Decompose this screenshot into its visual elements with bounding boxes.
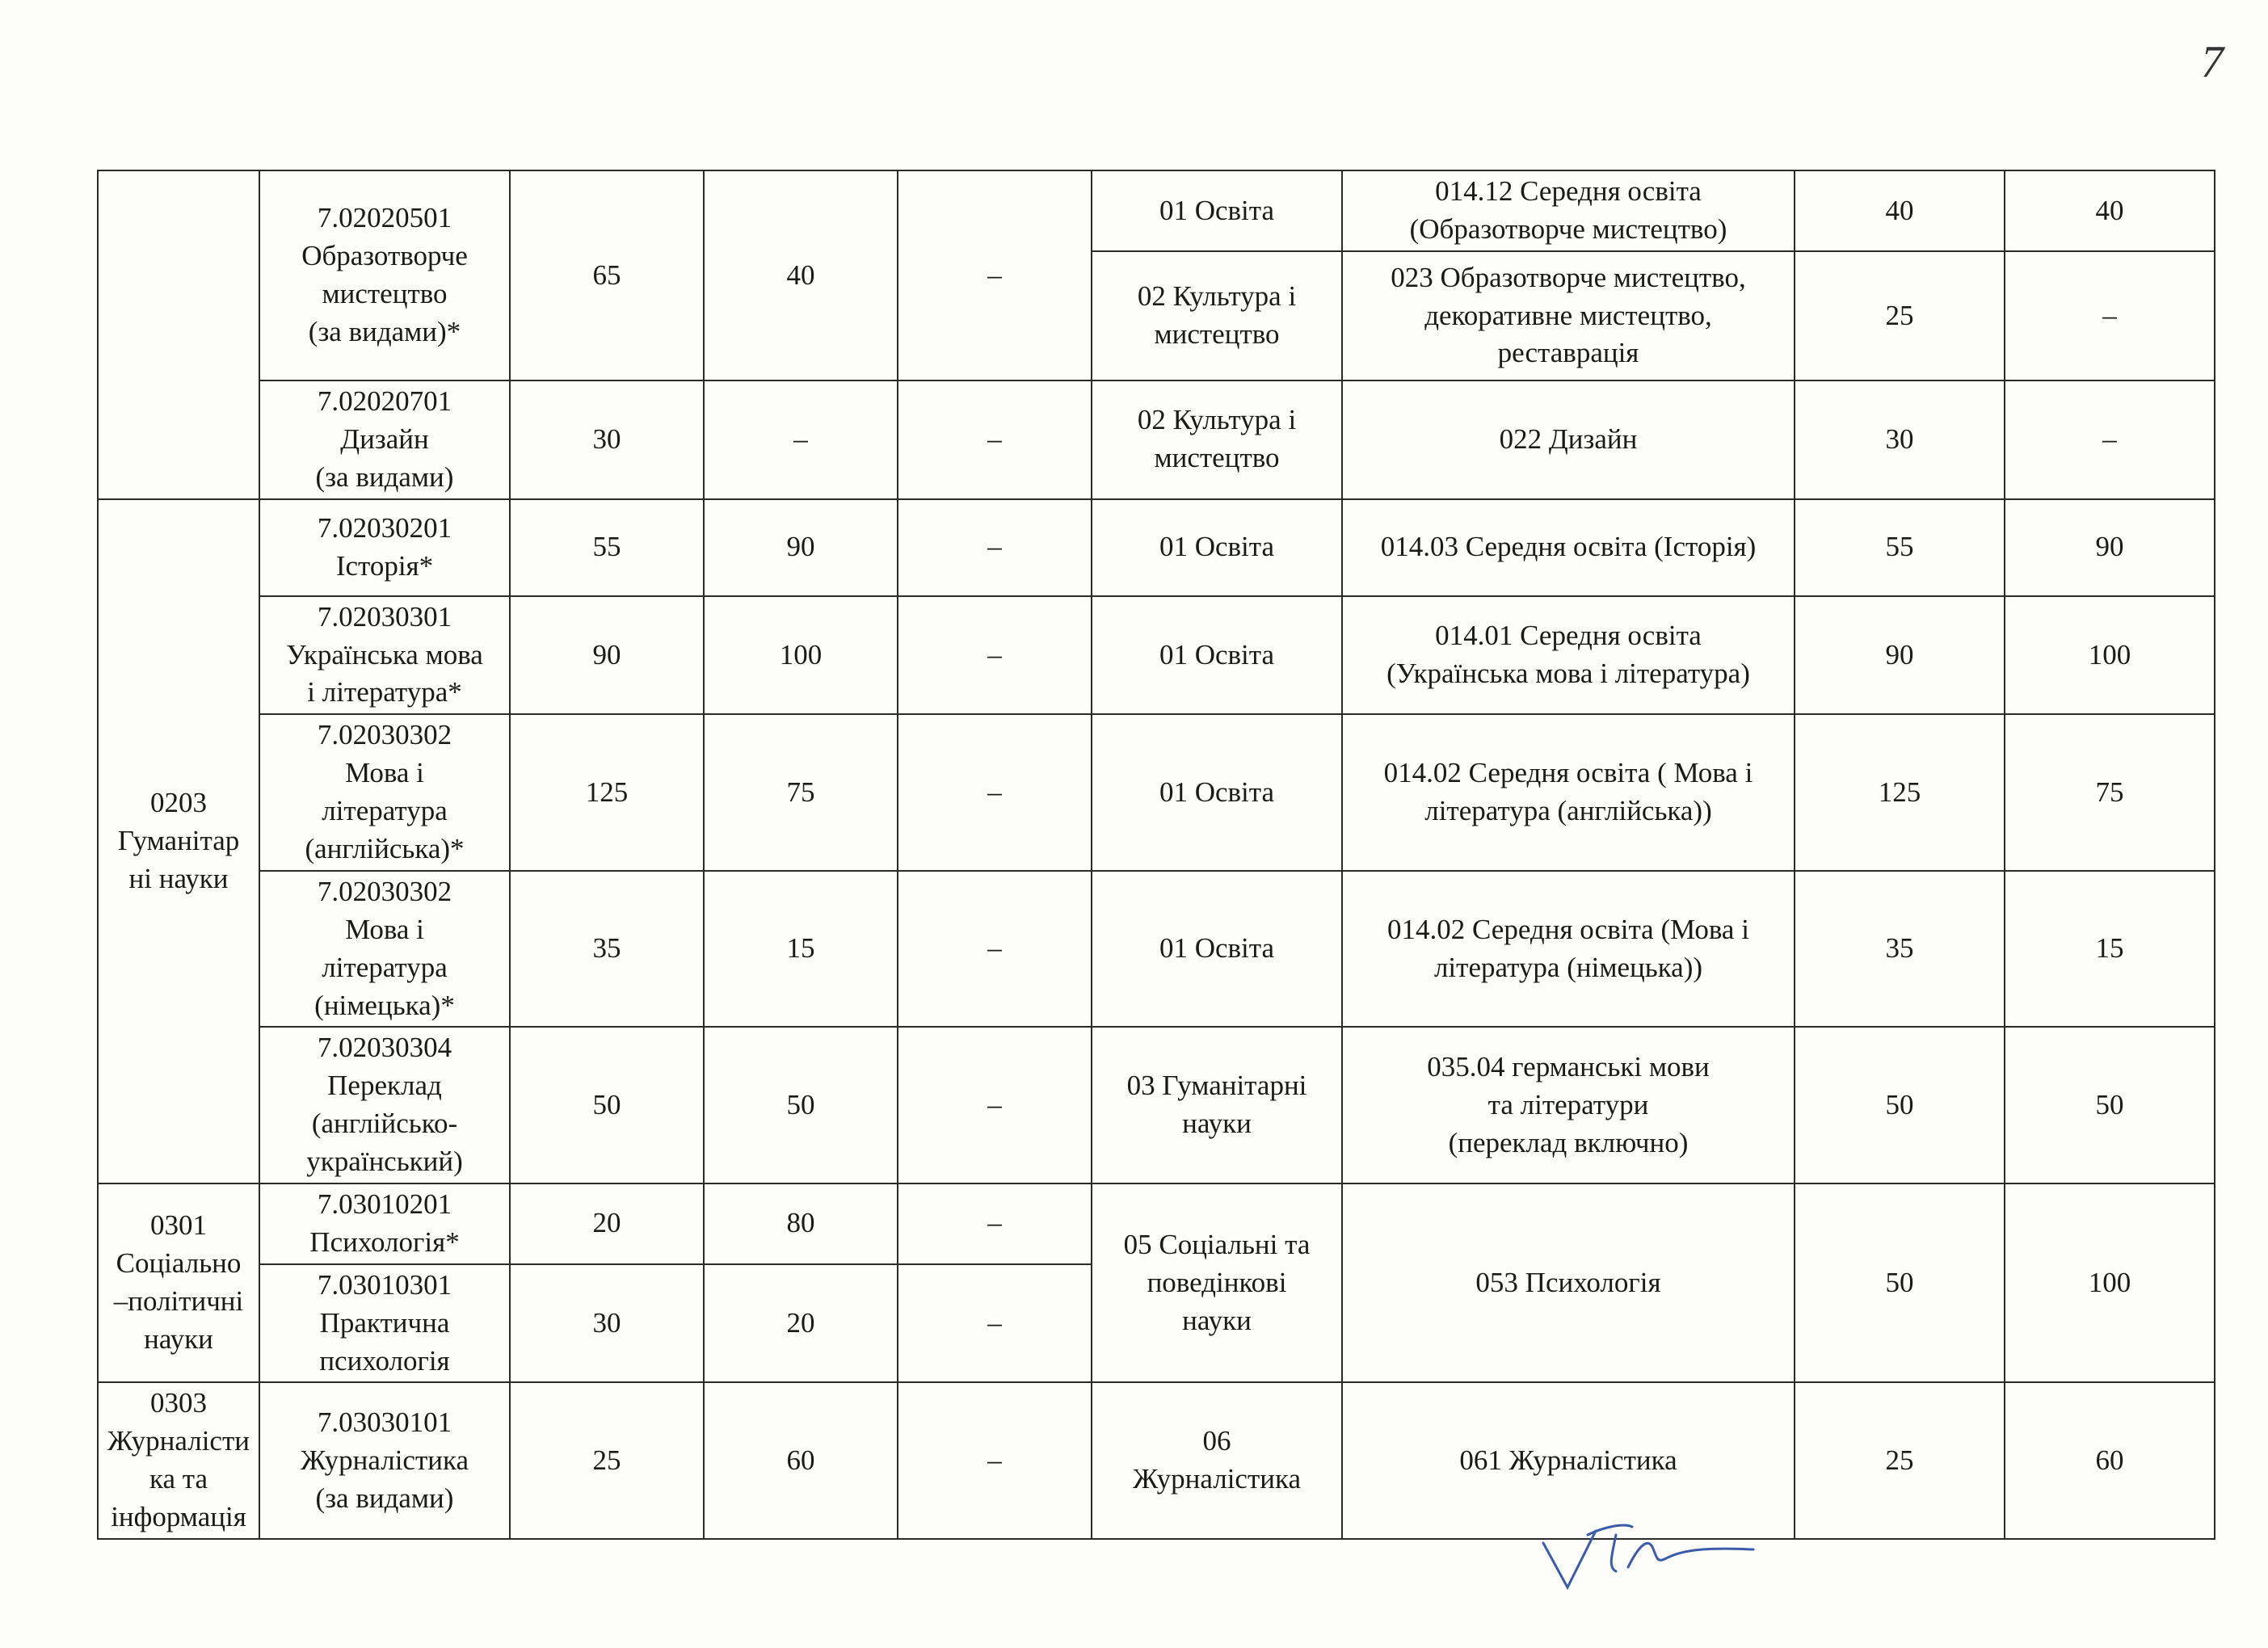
count-cell: 30	[510, 1264, 704, 1383]
table-row	[98, 380, 2215, 499]
count-cell: –	[898, 380, 1092, 499]
count-cell: 55	[1795, 499, 2005, 596]
branch-cell: 05 Соціальні та поведінкові науки	[1092, 1183, 1342, 1382]
count-cell: 50	[510, 1027, 704, 1183]
count-cell: 60	[704, 1382, 898, 1539]
branch-cell: 01 Освіта	[1092, 871, 1342, 1028]
table-row	[98, 596, 2215, 715]
specialty-cell: 035.04 германські мови та літератури (переклад включно)	[1342, 1027, 1795, 1183]
count-cell: –	[2005, 251, 2215, 380]
specialty-cell: 061 Журналістика	[1342, 1382, 1795, 1539]
count-cell: 75	[2005, 714, 2215, 871]
table-row	[98, 1183, 2215, 1264]
count-cell: 40	[1795, 170, 2005, 251]
group-cell	[98, 170, 259, 499]
count-cell: 25	[1795, 1382, 2005, 1539]
count-cell: 35	[510, 871, 704, 1028]
branch-cell: 01 Освіта	[1092, 596, 1342, 715]
count-cell: 80	[704, 1183, 898, 1264]
count-cell: 90	[1795, 596, 2005, 715]
table-row	[98, 1027, 2215, 1183]
branch-cell: 02 Культура і мистецтво	[1092, 251, 1342, 380]
count-cell: –	[898, 1382, 1092, 1539]
count-cell: –	[898, 1183, 1092, 1264]
count-cell: 30	[1795, 380, 2005, 499]
old-code-cell: 7.03030101 Журналістика (за видами)	[259, 1382, 510, 1539]
count-cell: –	[898, 499, 1092, 596]
count-cell: 100	[2005, 1183, 2215, 1382]
group-cell: 0303 Журналісти ка та інформація	[98, 1382, 259, 1539]
count-cell: 35	[1795, 871, 2005, 1028]
group-cell: 0203 Гуманітар ні науки	[98, 499, 259, 1183]
count-cell: 50	[1795, 1027, 2005, 1183]
branch-cell: 01 Освіта	[1092, 499, 1342, 596]
count-cell: –	[898, 714, 1092, 871]
count-cell: –	[898, 170, 1092, 380]
group-cell: 0301 Соціально –політичні науки	[98, 1183, 259, 1382]
count-cell: 50	[704, 1027, 898, 1183]
count-cell: 90	[704, 499, 898, 596]
count-cell: 90	[2005, 499, 2215, 596]
count-cell: –	[898, 1264, 1092, 1383]
count-cell: 40	[704, 170, 898, 380]
table-row	[98, 1382, 2215, 1539]
count-cell: 125	[510, 714, 704, 871]
branch-cell: 01 Освіта	[1092, 714, 1342, 871]
count-cell: 100	[2005, 596, 2215, 715]
count-cell: 60	[2005, 1382, 2215, 1539]
specialty-cell: 023 Образотворче мистецтво, декоративне мистецтво, реставрація	[1342, 251, 1795, 380]
count-cell: 50	[2005, 1027, 2215, 1183]
old-code-cell: 7.02030301 Українська мова і література*	[259, 596, 510, 715]
count-cell: 125	[1795, 714, 2005, 871]
branch-cell: 06 Журналістика	[1092, 1382, 1342, 1539]
count-cell: –	[898, 1027, 1092, 1183]
page-number: 7	[2201, 37, 2224, 87]
count-cell: 100	[704, 596, 898, 715]
old-code-cell: 7.02020701 Дизайн (за видами)	[259, 380, 510, 499]
specialty-cell: 014.02 Середня освіта ( Мова і література (англійська))	[1342, 714, 1795, 871]
old-code-cell: 7.02030302 Мова і література (німецька)*	[259, 871, 510, 1028]
count-cell: 25	[1795, 251, 2005, 380]
old-code-cell: 7.03010301 Практична психологія	[259, 1264, 510, 1383]
branch-cell: 03 Гуманітарні науки	[1092, 1027, 1342, 1183]
count-cell: 40	[2005, 170, 2215, 251]
count-cell: 75	[704, 714, 898, 871]
count-cell: 25	[510, 1382, 704, 1539]
count-cell: 65	[510, 170, 704, 380]
old-code-cell: 7.03010201 Психологія*	[259, 1183, 510, 1264]
specialty-cell: 014.03 Середня освіта (Історія)	[1342, 499, 1795, 596]
count-cell: 20	[704, 1264, 898, 1383]
table-row	[98, 170, 2215, 251]
old-code-cell: 7.02030304 Переклад (англійсько- український)	[259, 1027, 510, 1183]
branch-cell: 02 Культура і мистецтво	[1092, 380, 1342, 499]
specialty-cell: 053 Психологія	[1342, 1183, 1795, 1382]
old-code-cell: 7.02020501 Образотворче мистецтво (за видами)*	[259, 170, 510, 380]
count-cell: 90	[510, 596, 704, 715]
old-code-cell: 7.02030201 Історія*	[259, 499, 510, 596]
table-row	[98, 714, 2215, 871]
old-code-cell: 7.02030302 Мова і література (англійська)*	[259, 714, 510, 871]
count-cell: –	[898, 596, 1092, 715]
count-cell: 50	[1795, 1183, 2005, 1382]
branch-cell: 01 Освіта	[1092, 170, 1342, 251]
specialty-cell: 014.01 Середня освіта (Українська мова і література)	[1342, 596, 1795, 715]
specialty-cell: 014.02 Середня освіта (Мова і література (німецька))	[1342, 871, 1795, 1028]
count-cell: 20	[510, 1183, 704, 1264]
count-cell: 55	[510, 499, 704, 596]
specialty-cell: 014.12 Середня освіта (Образотворче мистецтво)	[1342, 170, 1795, 251]
count-cell: –	[704, 380, 898, 499]
specialties-table	[97, 170, 2215, 1540]
signature-mark	[1535, 1511, 1761, 1591]
count-cell: –	[2005, 380, 2215, 499]
count-cell: 15	[2005, 871, 2215, 1028]
specialty-cell: 022 Дизайн	[1342, 380, 1795, 499]
count-cell: 30	[510, 380, 704, 499]
table-row	[98, 871, 2215, 1028]
table-row	[98, 499, 2215, 596]
count-cell: –	[898, 871, 1092, 1028]
count-cell: 15	[704, 871, 898, 1028]
